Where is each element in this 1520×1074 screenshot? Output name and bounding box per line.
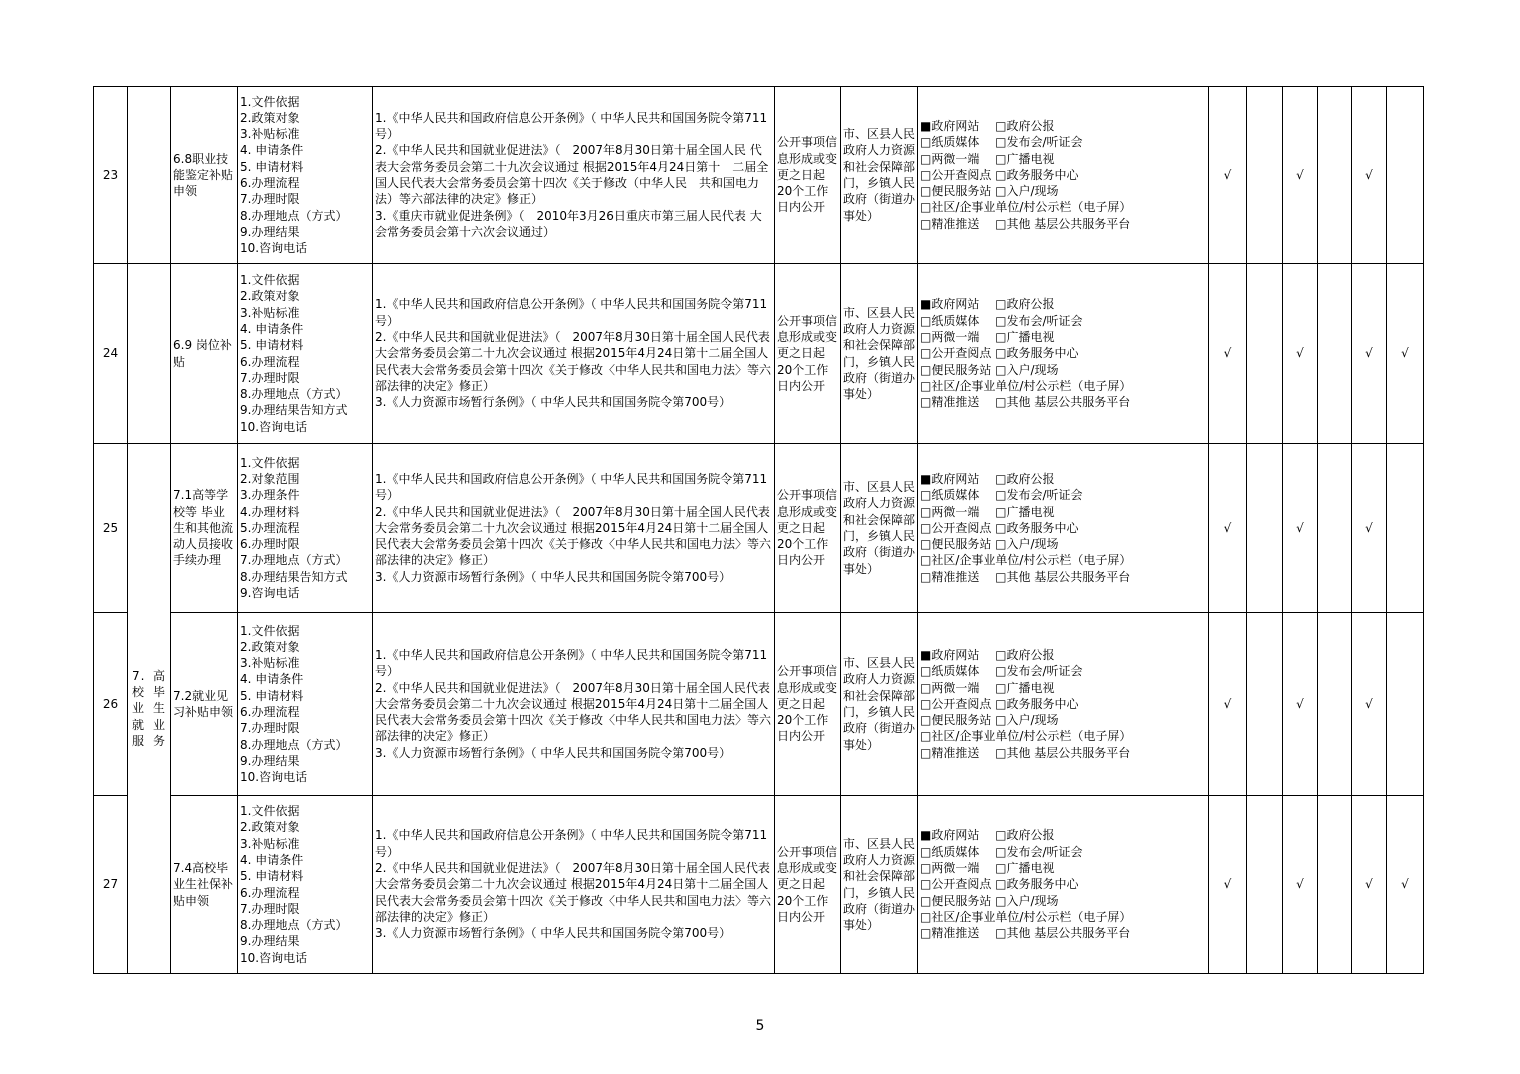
disclosure-channels: ■政府网站 □政府公报 □纸质媒体 □发布会/听证会 □两微一端 □广播电视 □公开查阅点 □政务服务中心 □便民服务站 □入户/现场 □社区/企事业单位/村公示栏（电子屏） □精准推送 □其他 基层公共服务平台	[918, 264, 1209, 444]
table-row	[94, 87, 1424, 264]
disclosure-subject: 市、区县人民政府人力资源和社会保障部门，乡镇人民政府（街道办事处）	[841, 87, 918, 264]
mark-cell	[1387, 87, 1424, 264]
mark-cell: √	[1283, 444, 1318, 613]
mark-cell: √	[1352, 444, 1387, 613]
disclosure-elements: 1.文件依据 2.政策对象 3.补贴标准 4. 申请条件 5. 申请材料 6.办理流程 7.办理时限 8.办理地点（方式） 9.办理结果 10.咨询电话	[238, 796, 373, 974]
item-name: 7.4高校毕业生社保补贴申领	[171, 796, 238, 974]
mark-cell: √	[1352, 87, 1387, 264]
mark-cell: √	[1352, 796, 1387, 974]
disclosure-elements: 1.文件依据 2.政策对象 3.补贴标准 4. 申请条件 5. 申请材料 6.办理流程 7.办理时限 8.办理地点（方式） 9.办理结果 10.咨询电话	[238, 87, 373, 264]
disclosure-timeline: 公开事项信息形成或变更之日起20个工作日内公开	[775, 613, 841, 796]
legal-basis: 1.《中华人民共和国政府信息公开条例》（ 中华人民共和国国务院令第711号） 2.《中华人民共和国就业促进法》（ 2007年8月30日第十届全国人民代表大会常务委员会第二十九次会议通过 根据2015年4月24日第十二届全国人民代表大会常务委员会第十四次《关于修改〈中华人民共和国电力法〉等六部法律的决定》修正） 3.《人力资源市场暂行条例》（ 中华人民共和国国务院令第700号）	[373, 444, 775, 613]
item-name: 7.2就业见习补贴申领	[171, 613, 238, 796]
mark-cell: √	[1387, 796, 1424, 974]
category-cell-empty	[128, 264, 171, 444]
mark-cell: √	[1283, 613, 1318, 796]
mark-cell: √	[1352, 613, 1387, 796]
mark-cell	[1247, 444, 1283, 613]
disclosure-timeline: 公开事项信息形成或变更之日起20个工作日内公开	[775, 264, 841, 444]
mark-cell	[1318, 264, 1352, 444]
row-number: 23	[94, 87, 128, 264]
disclosure-table	[93, 86, 1424, 974]
mark-cell	[1247, 264, 1283, 444]
mark-cell: √	[1209, 796, 1247, 974]
legal-basis: 1.《中华人民共和国政府信息公开条例》（ 中华人民共和国国务院令第711号） 2.《中华人民共和国就业促进法》（ 2007年8月30日第十届全国人民代表大会常务委员会第二十九次会议通过 根据2015年4月24日第十二届全国人民代表大会常务委员会第十四次《关于修改〈中华人民共和国电力法〉等六部法律的决定》修正） 3.《人力资源市场暂行条例》（ 中华人民共和国国务院令第700号）	[373, 613, 775, 796]
mark-cell	[1318, 613, 1352, 796]
mark-cell	[1247, 613, 1283, 796]
row-number: 24	[94, 264, 128, 444]
legal-basis: 1.《中华人民共和国政府信息公开条例》（ 中华人民共和国国务院令第711号） 2.《中华人民共和国就业促进法》（ 2007年8月30日第十届全国人民代表大会常务委员会第二十九次会议通过 根据2015年4月24日第十二届全国人民代表大会常务委员会第十四次《关于修改〈中华人民共和国电力法〉等六部法律的决定》修正） 3.《人力资源市场暂行条例》（ 中华人民共和国国务院令第700号）	[373, 264, 775, 444]
disclosure-subject: 市、区县人民政府人力资源和社会保障部门，乡镇人民政府（街道办事处）	[841, 796, 918, 974]
mark-cell	[1318, 796, 1352, 974]
disclosure-subject: 市、区县人民政府人力资源和社会保障部门，乡镇人民政府（街道办事处）	[841, 444, 918, 613]
item-name: 7.1高等学校等 毕业生和其他流动人员接收手续办理	[171, 444, 238, 613]
disclosure-channels: ■政府网站 □政府公报 □纸质媒体 □发布会/听证会 □两微一端 □广播电视 □公开查阅点 □政务服务中心 □便民服务站 □入户/现场 □社区/企事业单位/村公示栏（电子屏） □精准推送 □其他 基层公共服务平台	[918, 796, 1209, 974]
disclosure-elements: 1.文件依据 2.政策对象 3.补贴标准 4. 申请条件 5. 申请材料 6.办理流程 7.办理时限 8.办理地点（方式） 9.办理结果 10.咨询电话	[238, 613, 373, 796]
table-row	[94, 264, 1424, 444]
disclosure-timeline: 公开事项信息形成或变更之日起20个工作日内公开	[775, 87, 841, 264]
item-name: 6.9 岗位补贴	[171, 264, 238, 444]
mark-cell	[1247, 87, 1283, 264]
mark-cell	[1318, 87, 1352, 264]
mark-cell	[1387, 613, 1424, 796]
legal-basis: 1.《中华人民共和国政府信息公开条例》（ 中华人民共和国国务院令第711号） 2.《中华人民共和国就业促进法》（ 2007年8月30日第十届全国人民 代表大会常务委员会第二十九次会议通过 根据2015年4月24日第十 二届全国人民代表大会常务委员会第十四次《关于修改（中华人民 共和国电力法）等六部法律的决定》修正） 3.《重庆市就业促进条例》（ 2010年3月26日重庆市第三届人民代表 大会常务委员会第十六次会议通过）	[373, 87, 775, 264]
mark-cell: √	[1283, 796, 1318, 974]
disclosure-timeline: 公开事项信息形成或变更之日起20个工作日内公开	[775, 444, 841, 613]
mark-cell: √	[1283, 87, 1318, 264]
row-number: 27	[94, 796, 128, 974]
mark-cell: √	[1352, 264, 1387, 444]
mark-cell	[1318, 444, 1352, 613]
disclosure-timeline: 公开事项信息形成或变更之日起20个工作日内公开	[775, 796, 841, 974]
mark-cell	[1387, 444, 1424, 613]
disclosure-subject: 市、区县人民政府人力资源和社会保障部门，乡镇人民政府（街道办事处）	[841, 613, 918, 796]
category-cell-empty	[128, 87, 171, 264]
disclosure-elements: 1.文件依据 2.政策对象 3.补贴标准 4. 申请条件 5. 申请材料 6.办理流程 7.办理时限 8.办理地点（方式） 9.办理结果告知方式 10.咨询电话	[238, 264, 373, 444]
mark-cell: √	[1387, 264, 1424, 444]
mark-cell: √	[1209, 613, 1247, 796]
table-row	[94, 444, 1424, 613]
mark-cell: √	[1209, 444, 1247, 613]
mark-cell: √	[1209, 87, 1247, 264]
disclosure-channels: ■政府网站 □政府公报 □纸质媒体 □发布会/听证会 □两微一端 □广播电视 □公开查阅点 □政务服务中心 □便民服务站 □入户/现场 □社区/企事业单位/村公示栏（电子屏） □精准推送 □其他 基层公共服务平台	[918, 444, 1209, 613]
legal-basis: 1.《中华人民共和国政府信息公开条例》（ 中华人民共和国国务院令第711号） 2.《中华人民共和国就业促进法》（ 2007年8月30日第十届全国人民代表大会常务委员会第二十九次会议通过 根据2015年4月24日第十二届全国人民代表大会常务委员会第十四次《关于修改〈中华人民共和国电力法〉等六部法律的决定》修正） 3.《人力资源市场暂行条例》（ 中华人民共和国国务院令第700号）	[373, 796, 775, 974]
table-row	[94, 796, 1424, 974]
table-row	[94, 613, 1424, 796]
mark-cell: √	[1209, 264, 1247, 444]
disclosure-subject: 市、区县人民政府人力资源和社会保障部门，乡镇人民政府（街道办事处）	[841, 264, 918, 444]
disclosure-channels: ■政府网站 □政府公报 □纸质媒体 □发布会/听证会 □两微一端 □广播电视 □公开查阅点 □政务服务中心 □便民服务站 □入户/现场 □社区/企事业单位/村公示栏（电子屏） □精准推送 □其他 基层公共服务平台	[918, 87, 1209, 264]
page-number: 5	[755, 1018, 765, 1034]
mark-cell	[1247, 796, 1283, 974]
row-number: 25	[94, 444, 128, 613]
item-name: 6.8职业技能鉴定补贴申领	[171, 87, 238, 264]
disclosure-elements: 1.文件依据 2.对象范围 3.办理条件 4.办理材料 5.办理流程 6.办理时限 7.办理地点（方式） 8.办理结果告知方式 9.咨询电话	[238, 444, 373, 613]
mark-cell: √	[1283, 264, 1318, 444]
category-group: 7. 高校毕业生就业服务	[128, 444, 171, 974]
row-number: 26	[94, 613, 128, 796]
disclosure-channels: ■政府网站 □政府公报 □纸质媒体 □发布会/听证会 □两微一端 □广播电视 □公开查阅点 □政务服务中心 □便民服务站 □入户/现场 □社区/企事业单位/村公示栏（电子屏） □精准推送 □其他 基层公共服务平台	[918, 613, 1209, 796]
